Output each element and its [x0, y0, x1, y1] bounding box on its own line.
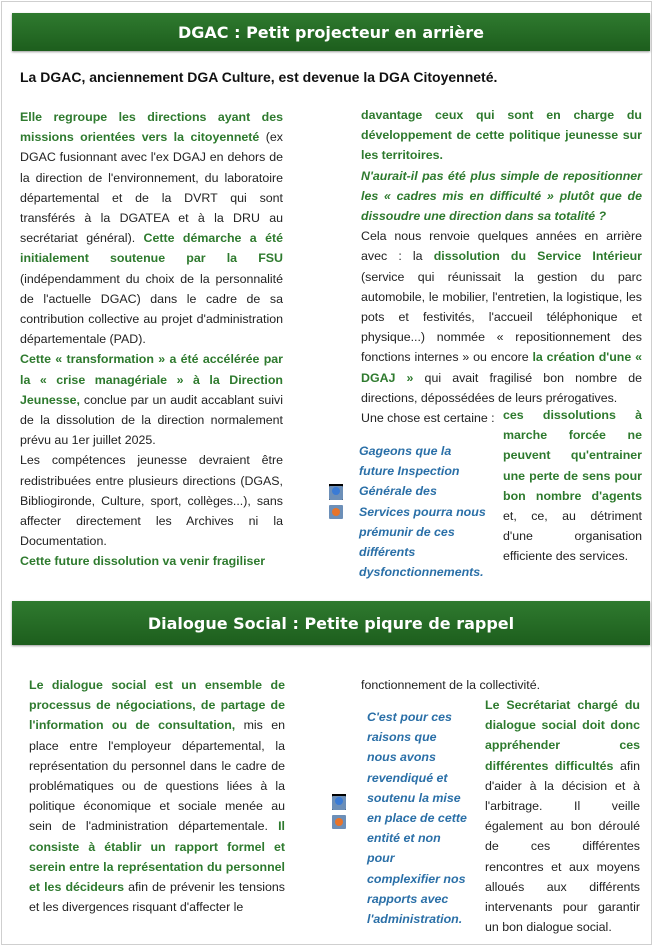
body-text: mis en place entre l'employeur départemental, la représentation du personnel dans le cadre de problématiques ou de questions liées à la politique économique et sociale menée au sein de l'administration départementale.: [29, 718, 286, 834]
body-text: Une chose est certaine :: [361, 411, 495, 426]
highlight-text: Le Secrétariat chargé du dialogue social doit donc appréhender ces différentes difficultés: [485, 698, 640, 773]
bullet-icon: [332, 796, 346, 810]
body-text: et, ce, au détriment d'une organisation efficiente des services.: [503, 509, 642, 564]
highlight-text: Cette future dissolution va venir fragiliser: [20, 554, 266, 569]
section-banner-dialogue: [12, 601, 650, 645]
article-column-left: [20, 107, 283, 572]
body-text: (indépendamment du choix de la personnalité de l'actuelle DGAC) dans le cadre de sa contribution collective au projet d'administration départementale (PAD).: [20, 271, 283, 347]
highlight-text: Le dialogue social est un ensemble de processus de négociations, de partage de l'information ou de consultation,: [29, 678, 285, 733]
article-column-left: [29, 675, 285, 917]
pull-quote: Gageons que la future Inspection Générale des Services pourra nous prémunir de ces différents dysfonctionnements.: [359, 444, 486, 580]
section-title: Dialogue Social : Petite piqure de rappel: [147, 613, 515, 633]
body-text: fonctionnement de la collectivité.: [361, 678, 541, 692]
body-text: (service qui réunissait la gestion du parc automobile, le mobilier, l'entretien, la logistique, les pots et festivités, l'accueil téléphonique et physique...) nommée « repositionnement des fonctions internes » ou encore: [361, 269, 642, 365]
body-text: Cela nous renvoie quelques années en arrière avec : la: [361, 229, 642, 264]
bullet-icon: [329, 505, 343, 519]
body-text: qui avait fragilisé bon nombre de directions, dépossédées de leurs prérogatives.: [361, 370, 642, 405]
highlight-text: la création d'une « DGAJ »: [361, 350, 642, 385]
highlight-text: dissolution du Service Intérieur: [433, 249, 642, 264]
body-text: afin de prévenir les tensions et les divergences risquant d'affecter le: [29, 880, 285, 915]
article-column-right-cont: [503, 405, 642, 567]
highlight-text: davantage ceux qui sont en charge du développement de cette politique jeunesse sur les territoires.: [361, 108, 642, 163]
section-title: DGAC : Petit projecteur en arrière: [178, 22, 484, 42]
article-column-right-cont: [485, 695, 640, 937]
body-text: (ex DGAC fusionnant avec l'ex DGAJ en dehors de la direction de l'environnement, du laboratoire départemental et de la DVRT qui sont transférés à la DGATEA et à la DRU au secrétariat général).: [20, 130, 283, 246]
highlight-text: Cette « transformation » a été accélérée par la « crise managériale » à la Direction Jeunesse,: [20, 352, 283, 407]
lead-sentence: La DGAC, anciennement DGA Culture, est devenue la DGA Citoyenneté.: [20, 69, 498, 85]
highlight-text: Il consiste à établir un rapport formel et serein entre la représentation du personnel et les décideurs: [29, 819, 285, 895]
pull-quote: C'est pour ces raisons que nous avons revendiqué et soutenu la mise en place de cette entité et non pour complexifier nos rapports avec l'administration.: [367, 710, 467, 927]
section-banner-dgac: [12, 13, 650, 51]
article-column-right: [361, 675, 641, 695]
body-text: afin d'aider à la décision et à l'arbitrage. Il veille également au bon déroulé de ces différentes rencontres et aux moyens alloués aux différents intervenants pour garantir un bon dialogue social.: [485, 758, 640, 935]
highlight-text: Elle regroupe les directions ayant des missions orientées vers la citoyenneté: [20, 110, 283, 145]
highlight-text: ces dissolutions à marche forcée ne peuvent qu'entrainer une perte de sens pour bon nombre d'agents: [503, 408, 642, 503]
highlight-text: Cette démarche a été initialement soutenue par la FSU: [20, 231, 283, 266]
body-text: Les compétences jeunesse devraient être redistribuées entre plusieurs directions (DGAS, Bibliogironde, Culture, sport, collèges...), sans affecter directement les Archives ni la Documentation.: [20, 453, 283, 549]
bullet-icon: [329, 486, 343, 500]
question-text: N'aurait-il pas été plus simple de repositionner les « cadres mis en difficulté » plutôt que de dissoudre une direction dans sa totalité ?: [361, 168, 642, 224]
bullet-icon: [332, 815, 346, 829]
body-text: conclue par un audit accablant suivi de la dissolution de la direction normalement prévu au 1er juillet 2025.: [20, 392, 283, 448]
article-column-right: [361, 105, 642, 428]
